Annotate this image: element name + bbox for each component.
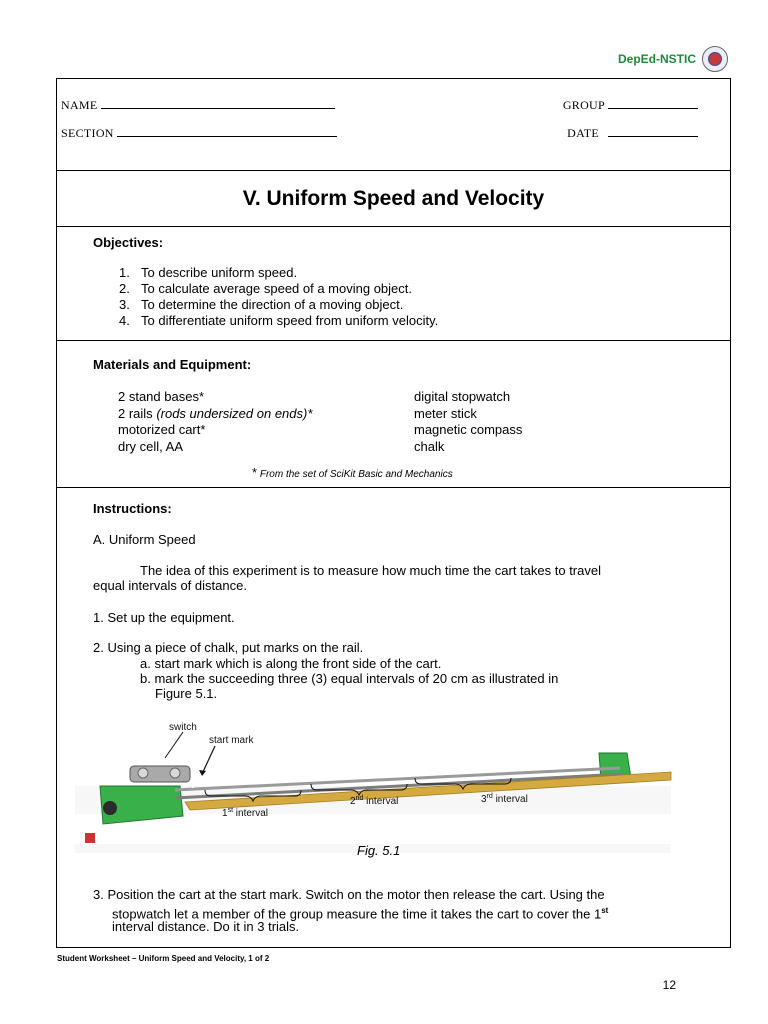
start-mark-label: start mark xyxy=(209,735,254,746)
list-item: 2. To calculate average speed of a moving object. xyxy=(119,281,413,296)
date-field[interactable] xyxy=(567,126,698,141)
group-field[interactable] xyxy=(563,98,698,113)
switch-pointer xyxy=(165,732,183,758)
intro-line-2: equal intervals of distance. xyxy=(93,578,247,593)
list-item: 4. To differentiate uniform speed from uniform velocity. xyxy=(119,313,439,328)
list-item: 2 rails (rods undersized on ends)* xyxy=(118,405,313,421)
cart-part xyxy=(103,801,117,815)
list-item: dry cell, AA xyxy=(118,438,184,454)
materials-section xyxy=(57,341,730,488)
switch-label: switch xyxy=(169,722,197,733)
part-a-heading: A. Uniform Speed xyxy=(93,532,196,547)
step-3-end: interval distance. Do it in 3 trials. xyxy=(112,919,300,934)
interval-1-label: 1st interval xyxy=(222,807,269,819)
step-3: 3. Position the cart at the start mark. Switch on the motor then release the cart. Using the xyxy=(93,887,605,902)
instructions-section xyxy=(57,488,730,947)
list-item: 2 stand bases* xyxy=(118,389,205,404)
student-info-header xyxy=(57,79,730,171)
list-item: meter stick xyxy=(414,405,477,421)
cart-part xyxy=(85,833,95,843)
name-label: NAME xyxy=(61,98,98,112)
list-item: digital stopwatch xyxy=(414,389,511,404)
list-item: 1. To describe uniform speed. xyxy=(119,265,298,280)
list-item: magnetic compass xyxy=(414,422,523,437)
section-label: SECTION xyxy=(61,126,114,140)
list-item: motorized cart* xyxy=(118,422,206,437)
step-1: 1. Set up the equipment. xyxy=(93,610,235,625)
intro-line-1: The idea of this experiment is to measure how much time the cart takes to travel xyxy=(140,563,601,578)
footer-text: Student Worksheet – Uniform Speed and Velocity, 1 of 2 xyxy=(57,954,270,963)
name-field[interactable] xyxy=(61,98,335,113)
figure-caption: Fig. 5.1 xyxy=(357,843,401,858)
materials-right-list xyxy=(414,389,522,455)
step-2b: b. mark the succeeding three (3) equal intervals of 20 cm as illustrated in xyxy=(140,671,559,686)
step-3-cont: stopwatch let a member of the group measure the time it takes the cart to cover the 1st xyxy=(112,906,609,922)
step-2b-cont: Figure 5.1. xyxy=(155,686,218,701)
photo-fade xyxy=(75,814,671,844)
interval-2-label: 2nd interval xyxy=(350,795,399,807)
materials-left-list xyxy=(118,389,312,455)
page-title: V. Uniform Speed and Velocity xyxy=(242,186,545,210)
instructions-heading: Instructions: xyxy=(93,501,172,516)
worksheet-frame xyxy=(56,78,731,948)
figure-cart-on-rail xyxy=(75,722,671,853)
start-mark-pointer xyxy=(202,746,215,774)
step-2a: a. start mark which is along the front side of the cart. xyxy=(140,656,442,671)
list-item: 3. To determine the direction of a moving object. xyxy=(119,297,404,312)
objectives-list xyxy=(119,265,438,329)
cart-wheel xyxy=(138,768,148,778)
arrow-head xyxy=(199,770,206,776)
materials-heading: Materials and Equipment: xyxy=(93,357,252,372)
group-label: GROUP xyxy=(562,98,605,112)
brand xyxy=(618,46,728,72)
list-item: chalk xyxy=(414,438,445,454)
objectives-heading: Objectives: xyxy=(93,235,164,250)
page-number: 12 xyxy=(662,978,676,992)
step-2: 2. Using a piece of chalk, put marks on the rail. xyxy=(93,640,364,655)
title-section xyxy=(57,171,730,227)
section-field[interactable] xyxy=(61,126,337,141)
date-label: DATE xyxy=(567,126,599,140)
seal-icon xyxy=(702,46,728,72)
materials-note: * From the set of SciKit Basic and Mechanics xyxy=(252,465,453,480)
cart-wheel xyxy=(170,768,180,778)
interval-3-label: 3rd interval xyxy=(481,793,528,805)
objectives-section xyxy=(57,227,730,341)
brand-text: DepEd-NSTIC xyxy=(618,52,696,66)
